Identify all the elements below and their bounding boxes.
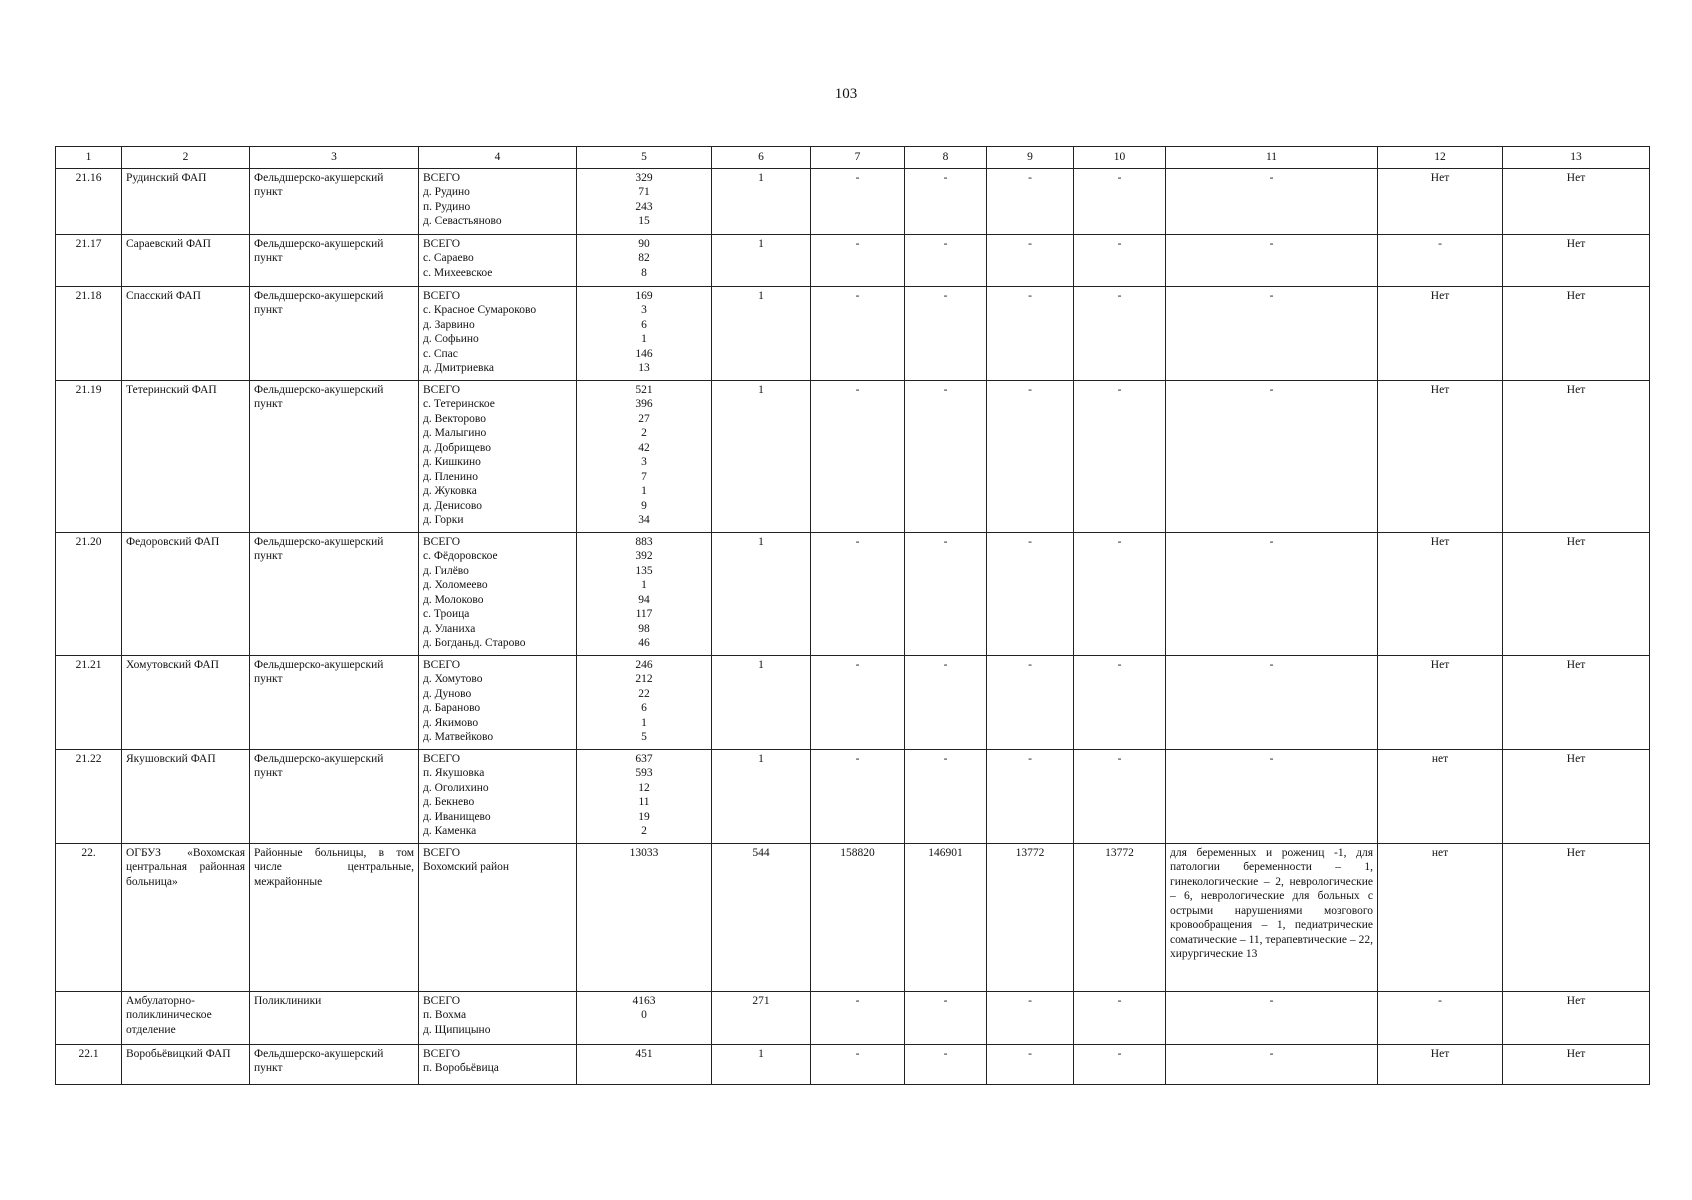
population-value: 42 [638,441,650,454]
locality-name: с. Тетеринское [423,398,495,410]
locality-name: ВСЕГО [423,289,461,302]
population-value: 146 [635,347,653,360]
locality-name: д. Каменка [423,825,477,837]
row-number: 21.21 [56,655,122,749]
population-cell [577,168,712,234]
population-value: 6 [641,702,647,714]
column-7-value: - [811,234,905,286]
population-value: 1 [641,716,647,729]
column-header: 8 [905,147,987,169]
population-value: 71 [638,186,650,198]
locality-name: д. Векторово [423,412,487,425]
population-cell [577,1044,712,1084]
population-value: 593 [635,767,653,779]
localities-cell [419,843,577,991]
table-row [56,655,1650,749]
population-value: 12 [638,781,650,794]
column-header: 11 [1166,147,1378,169]
column-10-value: - [1074,380,1166,532]
column-7-value: 158820 [811,843,905,991]
locality-name: д. Дмитриевка [423,362,494,374]
column-7-value: - [811,168,905,234]
locality-name: д. Денисово [423,499,482,512]
column-6-value: 544 [712,843,811,991]
locality-name: Вохомский район [423,861,510,873]
population-value: 329 [635,171,653,184]
column-13-value: Нет [1503,843,1650,991]
column-header: 9 [987,147,1074,169]
beds-profile: - [1166,380,1378,532]
locality-name: д. Оголихино [423,781,489,794]
column-13-value: Нет [1503,286,1650,380]
facility-name: ОГБУЗ «Вохомская центральная районная больница» [122,843,250,991]
header-row [56,147,1650,169]
locality-name: с. Сараево [423,252,474,264]
column-10-value: - [1074,234,1166,286]
column-header: 5 [577,147,712,169]
facility-name: Федоровский ФАП [122,532,250,655]
column-header: 2 [122,147,250,169]
column-9-value: - [987,655,1074,749]
locality-name: п. Якушовка [423,767,485,779]
population-value: 98 [638,622,650,635]
table-row [56,991,1650,1044]
column-12-value: Нет [1378,655,1503,749]
locality-name: д. Рудино [423,186,470,198]
column-13-value: Нет [1503,749,1650,843]
localities-cell [419,749,577,843]
locality-name: ВСЕГО [423,171,461,184]
locality-name: ВСЕГО [423,658,461,671]
population-cell [577,532,712,655]
population-value: 7 [641,470,647,483]
population-value: 169 [635,289,653,302]
column-12-value: Нет [1378,532,1503,655]
locality-name: д. Пленино [423,470,478,483]
population-cell [577,234,712,286]
column-9-value: - [987,286,1074,380]
row-number: 21.16 [56,168,122,234]
population-value: 94 [638,593,650,606]
population-value: 34 [638,514,650,526]
column-12-value: - [1378,991,1503,1044]
table-row [56,234,1650,286]
population-value: 5 [641,731,647,743]
facility-name: Хомутовский ФАП [122,655,250,749]
facility-type: Фельдшерско-акушерский пункт [250,749,419,843]
column-9-value: - [987,532,1074,655]
population-value: 1 [641,333,647,345]
beds-profile: для беременных и рожениц -1, для патологии беременности – 1, гинекологические – 2, неврологические – 6, неврологические для больных с острыми нарушениями мозгового кровообращения – 1, педиатрические соматические – 11, терапевтические – 22, хирургические 13 [1166,843,1378,991]
locality-name: ВСЕГО [423,752,461,765]
facility-name: Воробьёвицкий ФАП [122,1044,250,1084]
population-value: 883 [635,535,653,548]
column-13-value: Нет [1503,1044,1650,1084]
column-12-value: - [1378,234,1503,286]
row-number: 21.19 [56,380,122,532]
population-value: 212 [635,673,653,685]
column-9-value: - [987,234,1074,286]
locality-name: д. Гилёво [423,564,469,577]
population-value: 6 [641,318,647,331]
population-value: 82 [638,252,650,264]
locality-name: д. Севастьяново [423,215,502,227]
facility-type: Поликлиники [250,991,419,1044]
locality-name: д. Добрищево [423,441,492,454]
column-9-value: 13772 [987,843,1074,991]
row-number: 22.1 [56,1044,122,1084]
localities-cell [419,1044,577,1084]
column-6-value: 1 [712,532,811,655]
column-header: 1 [56,147,122,169]
column-10-value: - [1074,1044,1166,1084]
locality-name: д. Иванищево [423,810,491,823]
facility-type: Фельдшерско-акушерский пункт [250,655,419,749]
locality-name: с. Троица [423,608,470,620]
localities-cell [419,655,577,749]
beds-profile: - [1166,749,1378,843]
localities-cell [419,168,577,234]
table-row [56,843,1650,991]
population-value: 13 [638,362,650,374]
column-header: 13 [1503,147,1650,169]
facility-name: Сараевский ФАП [122,234,250,286]
population-value: 396 [635,398,653,410]
medical-facilities-table [55,146,1650,1085]
row-number: 21.17 [56,234,122,286]
column-13-value: Нет [1503,655,1650,749]
population-value: 2 [641,825,647,837]
population-value: 27 [638,412,650,425]
column-10-value: - [1074,168,1166,234]
column-6-value: 1 [712,286,811,380]
population-value: 90 [638,237,650,250]
locality-name: д. Зарвино [423,318,475,331]
column-9-value: - [987,1044,1074,1084]
facility-name: Якушовский ФАП [122,749,250,843]
locality-name: п. Воробьёвица [423,1062,499,1074]
facility-type: Фельдшерско-акушерский пункт [250,234,419,286]
column-8-value: - [905,532,987,655]
beds-profile: - [1166,655,1378,749]
table-row [56,168,1650,234]
column-8-value: 146901 [905,843,987,991]
locality-name: д. Молоково [423,593,484,606]
column-13-value: Нет [1503,168,1650,234]
locality-name: ВСЕГО [423,237,461,250]
column-header: 6 [712,147,811,169]
column-6-value: 1 [712,168,811,234]
column-10-value: 13772 [1074,843,1166,991]
population-value: 11 [638,796,650,808]
locality-name: ВСЕГО [423,535,461,548]
population-value: 3 [641,456,647,468]
page-number: 103 [834,86,858,102]
locality-name: д. Хомутово [423,673,483,685]
localities-cell [419,532,577,655]
population-value: 9 [641,499,647,512]
locality-name: д. Бекнево [423,796,475,808]
column-8-value: - [905,1044,987,1084]
table-row [56,1044,1650,1084]
facility-name: Тетеринский ФАП [122,380,250,532]
column-12-value: Нет [1378,380,1503,532]
localities-cell [419,234,577,286]
population-cell [577,991,712,1044]
locality-name: д. Горки [423,514,464,526]
column-8-value: - [905,168,987,234]
locality-name: д. Матвейково [423,731,494,743]
column-8-value: - [905,380,987,532]
column-7-value: - [811,532,905,655]
facility-name: Спасский ФАП [122,286,250,380]
table-row [56,532,1650,655]
population-cell [577,286,712,380]
table-row [56,380,1650,532]
population-value: 243 [635,200,653,213]
population-value: 4163 [632,994,656,1007]
table-row [56,749,1650,843]
locality-name: п. Рудино [423,200,471,213]
column-9-value: - [987,168,1074,234]
facility-type: Фельдшерско-акушерский пункт [250,168,419,234]
population-value: 392 [635,550,653,562]
locality-name: ВСЕГО [423,383,461,396]
column-8-value: - [905,286,987,380]
facility-name: Рудинский ФАП [122,168,250,234]
column-6-value: 1 [712,749,811,843]
population-value: 3 [641,304,647,316]
column-10-value: - [1074,749,1166,843]
locality-name: д. Якимово [423,716,479,729]
column-7-value: - [811,655,905,749]
locality-name: с. Красное Сумароково [423,304,537,316]
locality-name: п. Вохма [423,1009,467,1021]
column-9-value: - [987,991,1074,1044]
column-9-value: - [987,749,1074,843]
column-12-value: Нет [1378,168,1503,234]
table-body [56,168,1650,1084]
column-8-value: - [905,991,987,1044]
population-value: 1 [641,579,647,591]
column-7-value: - [811,286,905,380]
column-10-value: - [1074,655,1166,749]
column-13-value: Нет [1503,532,1650,655]
population-value: 46 [638,637,650,649]
locality-name: д. Дуново [423,687,472,700]
locality-name: ВСЕГО [423,994,461,1007]
beds-profile: - [1166,234,1378,286]
column-12-value: Нет [1378,1044,1503,1084]
column-8-value: - [905,234,987,286]
locality-name: с. Фёдоровское [423,550,498,562]
row-number: 21.18 [56,286,122,380]
column-6-value: 1 [712,234,811,286]
beds-profile: - [1166,532,1378,655]
facility-type: Районные больницы, в том числе центральные, межрайонные [250,843,419,991]
column-12-value: нет [1378,843,1503,991]
column-7-value: - [811,749,905,843]
locality-name: д. Богданьд. Старово [423,637,526,649]
localities-cell [419,380,577,532]
column-13-value: Нет [1503,380,1650,532]
column-7-value: - [811,1044,905,1084]
column-10-value: - [1074,991,1166,1044]
locality-name: д. Бараново [423,702,481,714]
population-value: 2 [641,427,647,439]
beds-profile: - [1166,1044,1378,1084]
facility-type: Фельдшерско-акушерский пункт [250,532,419,655]
column-header: 10 [1074,147,1166,169]
row-number: 22. [56,843,122,991]
row-number: 21.22 [56,749,122,843]
population-value: 13033 [629,846,659,859]
column-6-value: 271 [712,991,811,1044]
population-value: 246 [635,658,653,671]
column-7-value: - [811,991,905,1044]
locality-name: д. Софьино [423,333,479,345]
population-value: 19 [638,810,650,823]
locality-name: с. Михеевское [423,266,493,279]
column-header: 4 [419,147,577,169]
column-6-value: 1 [712,655,811,749]
population-cell [577,655,712,749]
population-value: 15 [638,215,650,227]
locality-name: ВСЕГО [423,846,461,859]
locality-name: д. Холомеево [423,579,488,591]
locality-name: д. Жуковка [423,485,477,497]
locality-name: д. Малыгино [423,427,487,439]
locality-name: д. Кишкино [423,456,481,468]
column-header: 7 [811,147,905,169]
population-value: 1 [641,485,647,497]
column-header: 3 [250,147,419,169]
beds-profile: - [1166,168,1378,234]
column-6-value: 1 [712,1044,811,1084]
table-row [56,286,1650,380]
column-header: 12 [1378,147,1503,169]
population-cell [577,843,712,991]
facility-type: Фельдшерско-акушерский пункт [250,286,419,380]
locality-name: с. Спас [423,347,458,360]
column-6-value: 1 [712,380,811,532]
column-9-value: - [987,380,1074,532]
population-cell [577,749,712,843]
population-value: 637 [635,752,653,765]
row-number [56,991,122,1044]
row-number: 21.20 [56,532,122,655]
localities-cell [419,286,577,380]
column-12-value: нет [1378,749,1503,843]
locality-name: д. Уланиха [423,622,476,635]
population-value: 0 [641,1009,647,1021]
facility-type: Фельдшерско-акушерский пункт [250,1044,419,1084]
population-value: 117 [635,608,653,620]
column-8-value: - [905,749,987,843]
population-value: 8 [641,266,647,279]
facility-type: Фельдшерско-акушерский пункт [250,380,419,532]
beds-profile: - [1166,991,1378,1044]
population-value: 135 [635,564,653,577]
column-13-value: Нет [1503,991,1650,1044]
column-7-value: - [811,380,905,532]
column-10-value: - [1074,532,1166,655]
localities-cell [419,991,577,1044]
locality-name: ВСЕГО [423,1047,461,1060]
column-10-value: - [1074,286,1166,380]
locality-name: д. Щипицыно [423,1023,491,1036]
column-12-value: Нет [1378,286,1503,380]
population-value: 521 [635,383,653,396]
column-8-value: - [905,655,987,749]
population-value: 22 [638,687,650,700]
population-value: 451 [635,1047,653,1060]
population-cell [577,380,712,532]
facility-name: Амбулаторно-поликлиническое отделение [122,991,250,1044]
column-13-value: Нет [1503,234,1650,286]
beds-profile: - [1166,286,1378,380]
